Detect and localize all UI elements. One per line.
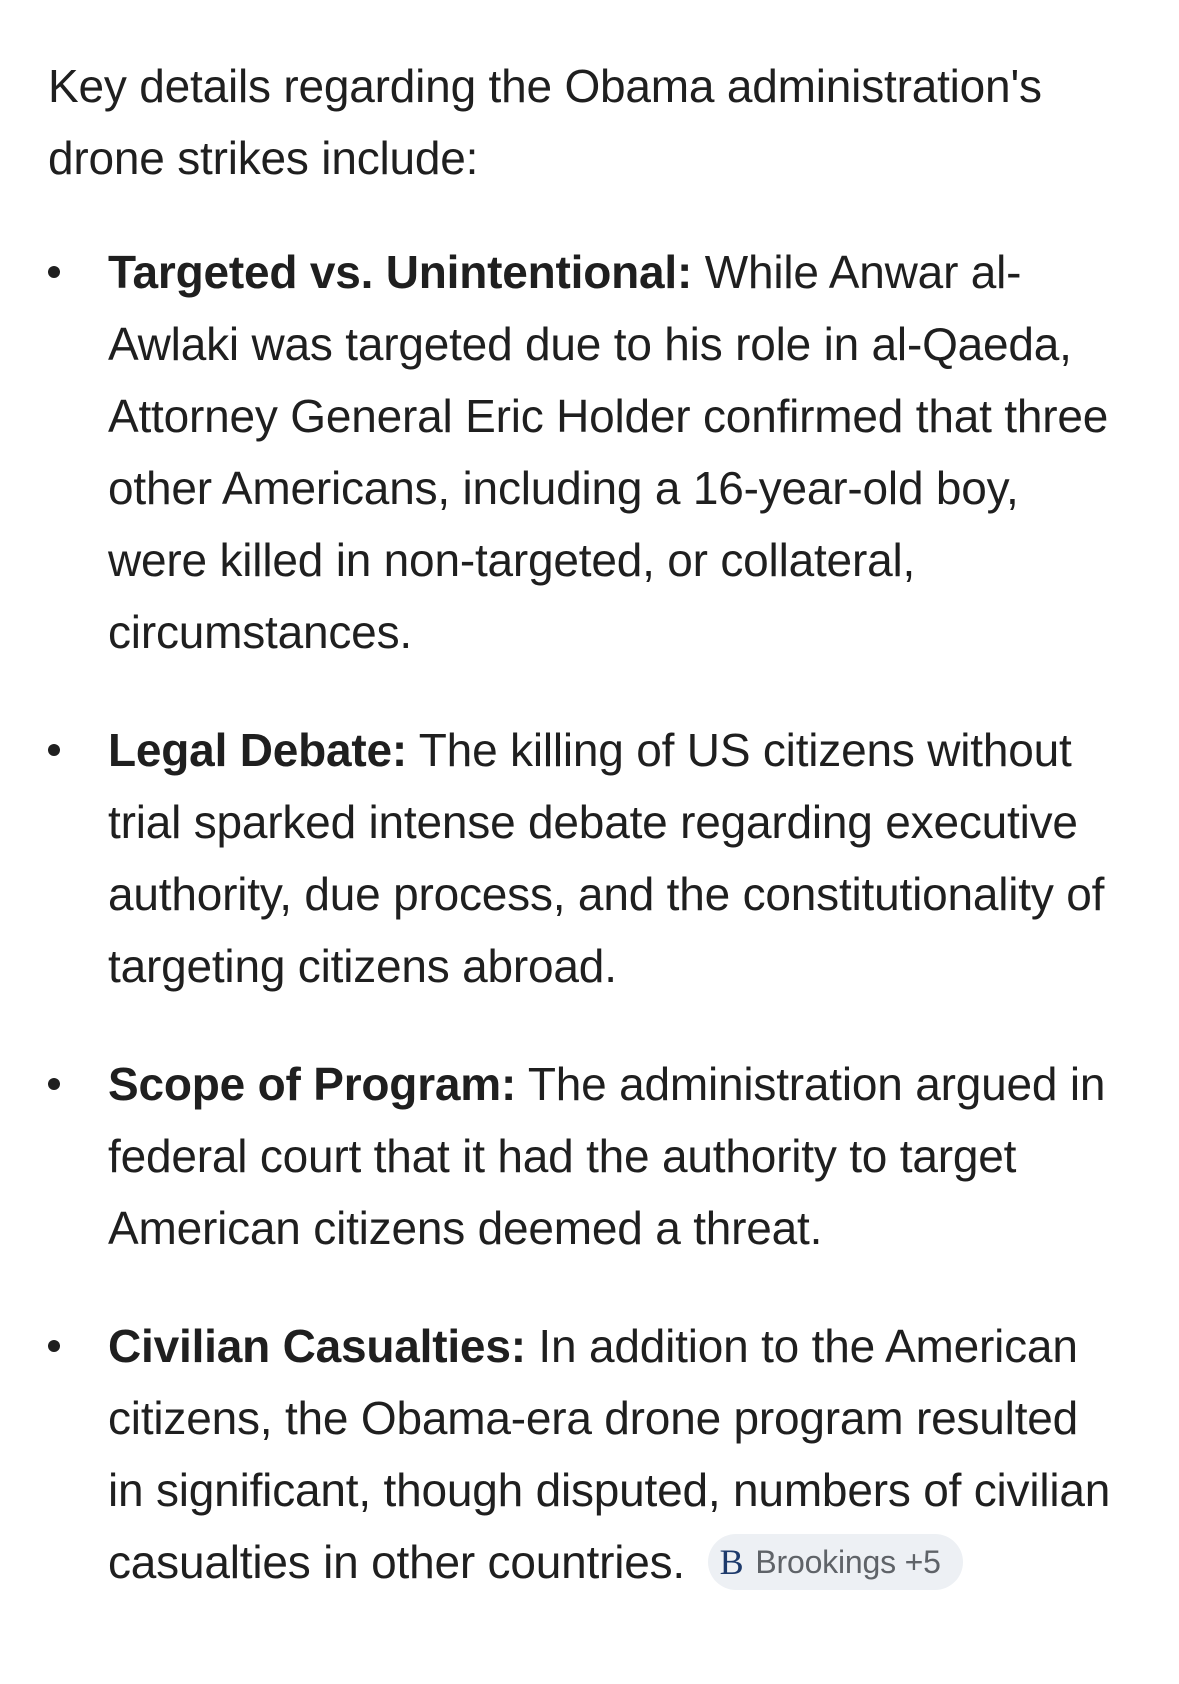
list-item (48, 714, 1123, 1002)
list-item (48, 1048, 1123, 1264)
item-term: Scope of Program: (108, 1058, 517, 1110)
source-chip-label: Brookings +5 (755, 1543, 941, 1580)
list-item (48, 236, 1123, 668)
brookings-logo-icon: B (719, 1541, 744, 1582)
item-term: Legal Debate: (108, 724, 408, 776)
item-text: The killing of US citizens without trial sparked intense debate regarding executive authority, due process, and the constitutionality of targeting citizens abroad. (108, 724, 1105, 992)
intro-text: Key details regarding the Obama administration's drone strikes include: (48, 60, 1042, 184)
list-item (48, 1310, 1123, 1598)
item-text: In addition to the American citizens, the Obama-era drone program resulted in significant, though disputed, numbers of civilian casualties in other countries. (108, 1320, 1111, 1588)
details-list (48, 236, 1123, 1598)
item-term: Targeted vs. Unintentional: (108, 246, 693, 298)
item-term: Civilian Casualties: (108, 1320, 526, 1372)
item-text: The administration argued in federal court that it had the authority to target American citizens deemed a threat. (108, 1058, 1106, 1254)
source-chip-button[interactable] (708, 1534, 963, 1590)
item-text: While Anwar al-Awlaki was targeted due to his role in al-Qaeda, Attorney General Eric Holder confirmed that three other Americans, including a 16-year-old boy, were killed in non-targeted, or collateral, circumstances. (108, 246, 1109, 658)
